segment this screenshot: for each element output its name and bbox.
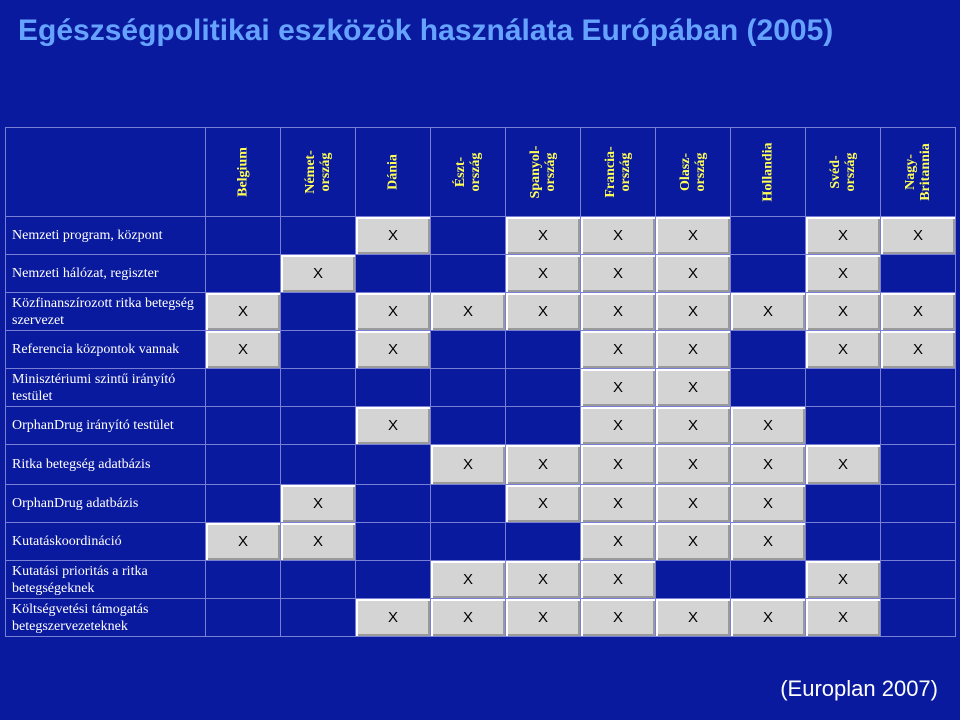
- column-header-label: Francia- ország: [603, 146, 633, 198]
- table-cell: X: [806, 217, 881, 255]
- table-row: [6, 369, 956, 407]
- row-label: Nemzeti program, központ: [6, 217, 206, 255]
- table-cell: [506, 523, 581, 561]
- column-header-label: Nagy- Britannia: [903, 143, 933, 201]
- table-cell: X: [506, 599, 581, 637]
- table-cell: X: [656, 523, 731, 561]
- table-row: [6, 217, 956, 255]
- table-cell: X: [581, 369, 656, 407]
- table-cell: [206, 255, 281, 293]
- table-cell: [881, 523, 956, 561]
- table-cell: [881, 599, 956, 637]
- table-cell: [356, 561, 431, 599]
- column-header-label: Dánia: [385, 154, 401, 190]
- row-label: OrphanDrug adatbázis: [6, 485, 206, 523]
- table-cell: X: [656, 407, 731, 445]
- table-cell: X: [806, 561, 881, 599]
- table-cell: [431, 485, 506, 523]
- table-row: [6, 599, 956, 637]
- table-cell: X: [431, 599, 506, 637]
- table-row: [6, 523, 956, 561]
- table-cell: X: [356, 293, 431, 331]
- table-cell: X: [731, 407, 806, 445]
- table-body: [6, 217, 956, 637]
- table-cell: X: [656, 217, 731, 255]
- table-cell: [881, 445, 956, 485]
- table-cell: [656, 561, 731, 599]
- table-cell: X: [656, 599, 731, 637]
- table-cell: [881, 255, 956, 293]
- row-label: Kutatási prioritás a ritka betegségeknek: [6, 561, 206, 599]
- table-cell: [281, 369, 356, 407]
- table-cell: X: [356, 599, 431, 637]
- table-cell: [206, 561, 281, 599]
- table-cell: X: [506, 293, 581, 331]
- table-cell: [281, 331, 356, 369]
- column-header: [581, 128, 656, 217]
- column-header-label: Hollandia: [760, 142, 776, 202]
- column-header-label: Észt- ország: [453, 152, 483, 192]
- table-cell: X: [806, 255, 881, 293]
- table-cell: [431, 407, 506, 445]
- row-label: Ritka betegség adatbázis: [6, 445, 206, 485]
- table-cell: [206, 445, 281, 485]
- table-cell: X: [656, 293, 731, 331]
- row-label: Nemzeti hálózat, regiszter: [6, 255, 206, 293]
- table-cell: X: [206, 523, 281, 561]
- table-row: [6, 255, 956, 293]
- table-cell: [881, 369, 956, 407]
- table-cell: [806, 407, 881, 445]
- table-cell: X: [806, 445, 881, 485]
- table-corner: [6, 128, 206, 217]
- table-cell: [431, 255, 506, 293]
- table-cell: X: [731, 523, 806, 561]
- table-cell: X: [581, 255, 656, 293]
- table-cell: X: [731, 599, 806, 637]
- table-cell: [356, 445, 431, 485]
- table-cell: X: [581, 561, 656, 599]
- table-row: [6, 331, 956, 369]
- table-cell: [731, 369, 806, 407]
- table-cell: [356, 255, 431, 293]
- table-cell: [731, 561, 806, 599]
- table-cell: [431, 369, 506, 407]
- column-header-label: Belgium: [235, 147, 251, 197]
- table-cell: [281, 293, 356, 331]
- table-cell: [206, 407, 281, 445]
- table-cell: X: [656, 445, 731, 485]
- table-cell: [731, 255, 806, 293]
- table-cell: [731, 217, 806, 255]
- table-cell: X: [506, 445, 581, 485]
- row-label: OrphanDrug irányító testület: [6, 407, 206, 445]
- table-cell: X: [356, 217, 431, 255]
- table-cell: [356, 523, 431, 561]
- table-cell: X: [656, 255, 731, 293]
- table-cell: X: [656, 485, 731, 523]
- table-cell: X: [431, 561, 506, 599]
- table-cell: X: [506, 561, 581, 599]
- table-cell: [281, 407, 356, 445]
- column-header: [356, 128, 431, 217]
- table-cell: X: [581, 485, 656, 523]
- table-cell: [281, 217, 356, 255]
- table-cell: X: [656, 331, 731, 369]
- page-title: Egészségpolitikai eszközök használata Európában (2005): [18, 14, 834, 47]
- table-cell: [731, 331, 806, 369]
- table-row: [6, 445, 956, 485]
- column-header-label: Német- ország: [303, 150, 333, 194]
- column-header-label: Spanyol- ország: [528, 145, 558, 199]
- table-cell: X: [281, 485, 356, 523]
- table-cell: [806, 485, 881, 523]
- table-cell: X: [731, 485, 806, 523]
- table-cell: X: [581, 523, 656, 561]
- table-row: [6, 293, 956, 331]
- column-header: [656, 128, 731, 217]
- table-cell: X: [581, 599, 656, 637]
- table-cell: X: [506, 217, 581, 255]
- table-cell: [506, 407, 581, 445]
- row-label: Referencia központok vannak: [6, 331, 206, 369]
- table-cell: [206, 369, 281, 407]
- table-cell: [206, 599, 281, 637]
- table-cell: X: [581, 293, 656, 331]
- table-cell: X: [806, 331, 881, 369]
- table-cell: [806, 369, 881, 407]
- column-header: [731, 128, 806, 217]
- column-header: [806, 128, 881, 217]
- table-cell: X: [581, 445, 656, 485]
- column-header: [206, 128, 281, 217]
- column-header: [881, 128, 956, 217]
- table-cell: X: [731, 445, 806, 485]
- table-cell: X: [581, 217, 656, 255]
- table-cell: X: [506, 255, 581, 293]
- table-cell: X: [806, 599, 881, 637]
- table-cell: X: [206, 293, 281, 331]
- table-cell: X: [506, 485, 581, 523]
- table-cell: [281, 445, 356, 485]
- table-cell: [881, 561, 956, 599]
- table-cell: X: [731, 293, 806, 331]
- column-header: [506, 128, 581, 217]
- table-cell: [281, 561, 356, 599]
- table-cell: [206, 485, 281, 523]
- table-cell: X: [281, 255, 356, 293]
- table-cell: [506, 369, 581, 407]
- table-cell: X: [656, 369, 731, 407]
- table-cell: X: [431, 293, 506, 331]
- table-cell: X: [881, 331, 956, 369]
- table-cell: X: [206, 331, 281, 369]
- table-cell: [431, 523, 506, 561]
- table-cell: X: [431, 445, 506, 485]
- table-cell: [881, 407, 956, 445]
- table-cell: X: [356, 331, 431, 369]
- table-cell: [356, 369, 431, 407]
- row-label: Kutatáskoordináció: [6, 523, 206, 561]
- table-row: [6, 561, 956, 599]
- column-header-label: Olasz- ország: [678, 152, 708, 192]
- row-label: Közfinanszírozott ritka betegség szervezet: [6, 293, 206, 331]
- table-cell: [431, 331, 506, 369]
- table-cell: [881, 485, 956, 523]
- table-cell: X: [281, 523, 356, 561]
- table-row: [6, 407, 956, 445]
- table-row: [6, 485, 956, 523]
- row-label: Minisztériumi szintű irányító testület: [6, 369, 206, 407]
- header-row: [6, 128, 956, 217]
- table-cell: X: [581, 407, 656, 445]
- table-cell: [206, 217, 281, 255]
- table-cell: [281, 599, 356, 637]
- column-header: [281, 128, 356, 217]
- table-cell: X: [806, 293, 881, 331]
- table-cell: [431, 217, 506, 255]
- table-cell: [506, 331, 581, 369]
- table-cell: X: [356, 407, 431, 445]
- table-cell: [356, 485, 431, 523]
- source-citation: (Europlan 2007): [780, 676, 938, 701]
- table-cell: X: [881, 293, 956, 331]
- policy-table: [5, 127, 956, 637]
- column-header-label: Svéd- ország: [828, 152, 858, 192]
- table-cell: X: [581, 331, 656, 369]
- row-label: Költségvetési támogatás betegszervezeteknek: [6, 599, 206, 637]
- table-cell: X: [881, 217, 956, 255]
- column-header: [431, 128, 506, 217]
- table-cell: [806, 523, 881, 561]
